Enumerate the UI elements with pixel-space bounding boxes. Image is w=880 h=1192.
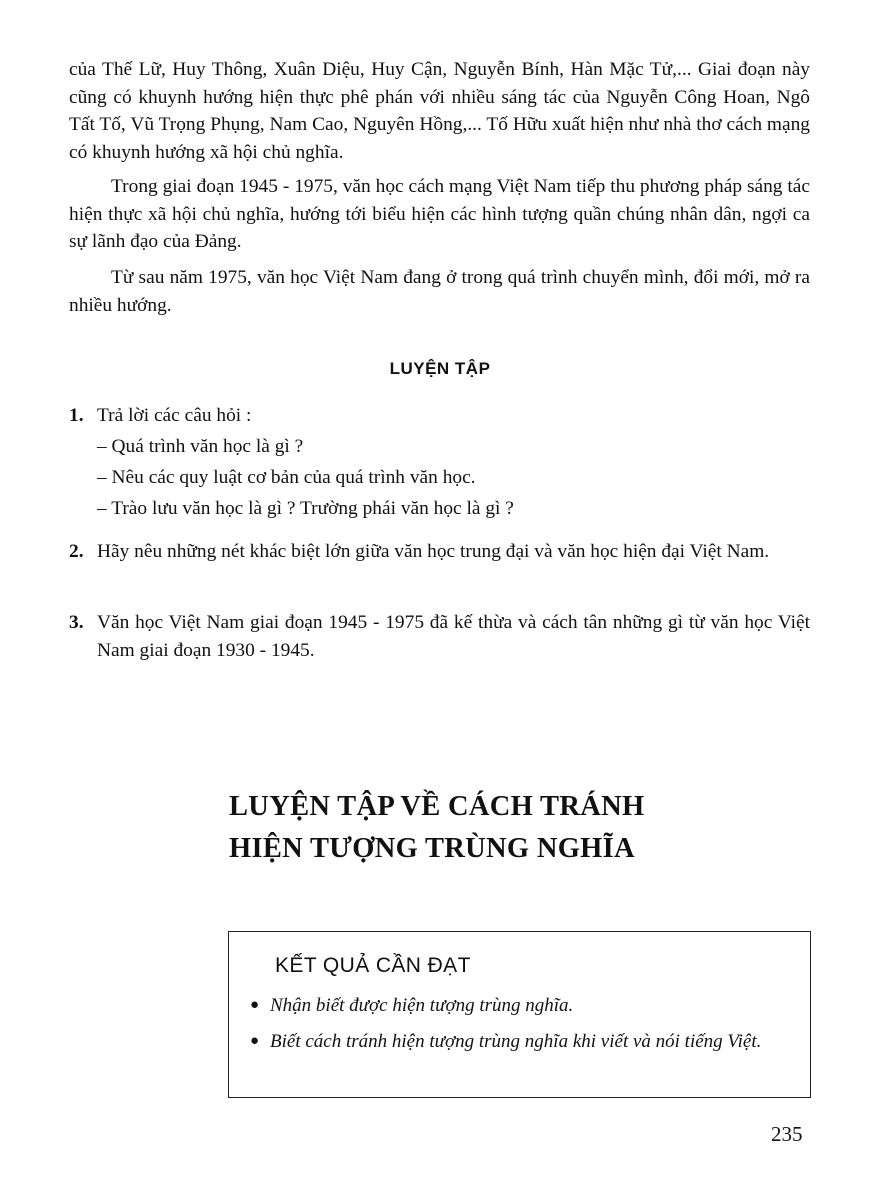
goal-item <box>250 1028 792 1056</box>
bullet-icon: ● <box>250 1033 260 1049</box>
goals-heading: KẾT QUẢ CẦN ĐẠT <box>275 954 471 977</box>
intro-paragraph-2: Trong giai đoạn 1945 - 1975, văn học cách mạng Việt Nam tiếp thu phương pháp sáng tác hiện thực xã hội chủ nghĩa, hướng tới biểu hiện các hình tượng quần chúng nhân dân, ngợi ca sự lãnh đạo của Đảng. <box>69 176 810 253</box>
lesson-title-line-2: HIỆN TƯỢNG TRÙNG NGHĨA <box>229 833 635 864</box>
question-text: Văn học Việt Nam giai đoạn 1945 - 1975 đã kế thừa và cách tân những gì từ văn học Việt Nam giai đoạn 1930 - 1945. <box>97 612 810 661</box>
lesson-title-line-1: LUYỆN TẬP VỀ CÁCH TRÁNH <box>229 791 645 822</box>
question-1-sub-item: – Quá trình văn học là gì ? <box>97 436 304 457</box>
question-text: Trả lời các câu hỏi : <box>97 405 252 426</box>
goal-text: Nhận biết được hiện tượng trùng nghĩa. <box>270 995 574 1016</box>
lesson-title <box>229 786 644 870</box>
question-1 <box>69 402 810 430</box>
question-3 <box>69 609 810 664</box>
question-1-sub-item: – Trào lưu văn học là gì ? Trường phái văn học là gì ? <box>97 498 514 519</box>
goal-item <box>250 992 792 1020</box>
exercise-heading: LUYỆN TẬP <box>389 359 491 378</box>
question-number: 2. <box>69 541 84 562</box>
intro-paragraph-3: Từ sau năm 1975, văn học Việt Nam đang ở trong quá trình chuyển mình, đổi mới, mở ra nhiều hướng. <box>69 267 810 316</box>
question-2 <box>69 538 810 566</box>
intro-paragraph-1: của Thế Lữ, Huy Thông, Xuân Diệu, Huy Cận, Nguyễn Bính, Hàn Mặc Tử,... Giai đoạn này cũng có khuynh hướng hiện thực phê phán với nhiều sáng tác của Nguyễn Công Hoan, Ngô Tất Tố, Vũ Trọng Phụng, Nam Cao, Nguyên Hồng,... Tố Hữu xuất hiện như nhà thơ cách mạng có khuynh hướng xã hội chủ nghĩa. <box>69 59 810 163</box>
bullet-icon: ● <box>250 997 260 1013</box>
question-1-sub-item: – Nêu các quy luật cơ bản của quá trình văn học. <box>97 467 476 488</box>
page-number: 235 <box>771 1122 803 1146</box>
question-number: 1. <box>69 405 84 426</box>
question-number: 3. <box>69 612 84 633</box>
goal-text: Biết cách tránh hiện tượng trùng nghĩa khi viết và nói tiếng Việt. <box>270 1031 762 1052</box>
question-text: Hãy nêu những nét khác biệt lớn giữa văn học trung đại và văn học hiện đại Việt Nam. <box>97 541 770 562</box>
learning-goals-box <box>228 931 811 1098</box>
